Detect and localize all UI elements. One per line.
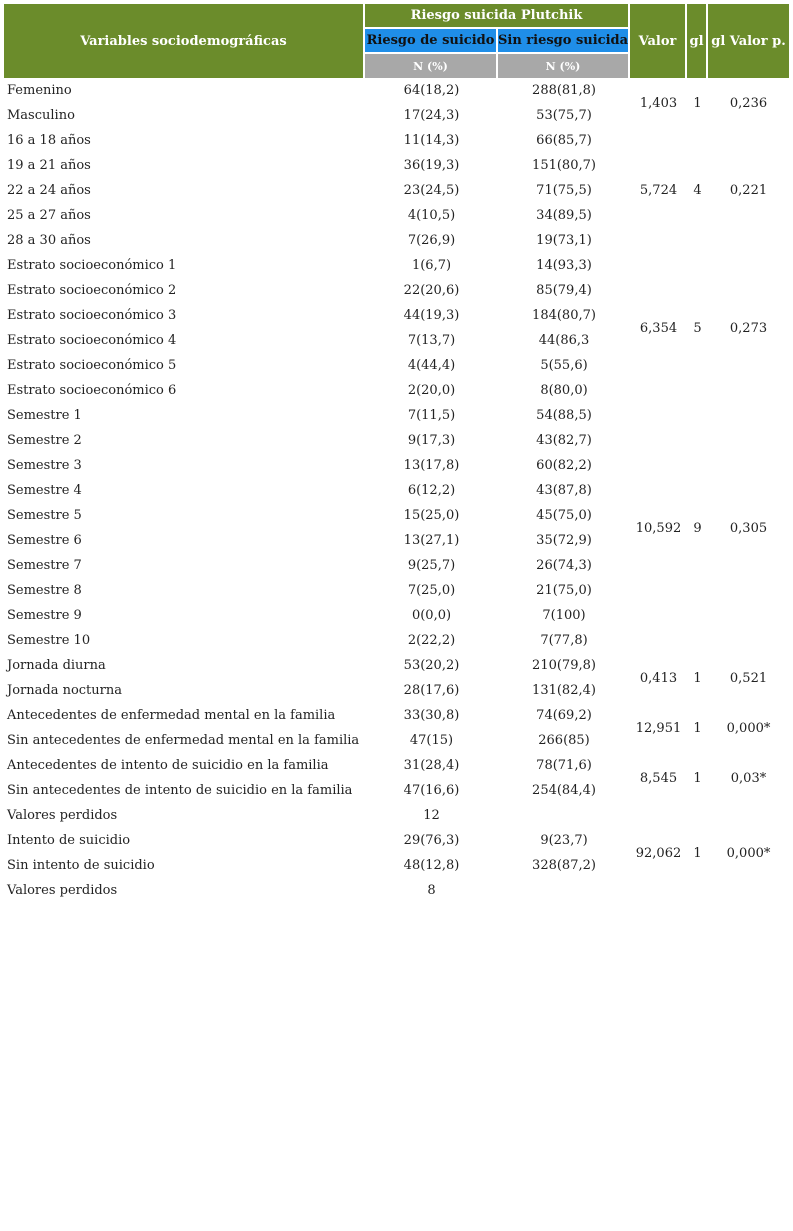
norisk-cell: 19(73,1) (536, 233, 592, 248)
stat-valor-cell: 92,062 (635, 845, 682, 861)
norisk-cell: 26(74,3) (536, 558, 592, 573)
table-row (4, 78, 789, 103)
stat-valor-cell: 6,354 (639, 320, 678, 336)
risk-cell: 33(30,8) (403, 708, 460, 723)
table-row (4, 878, 789, 903)
variable-cell: Sin intento de suicidio (7, 858, 155, 873)
variable-cell: Semestre 8 (7, 583, 82, 598)
stat-valor-cell: 0,413 (639, 670, 678, 686)
risk-cell: 13(27,1) (403, 533, 460, 548)
variable-cell: Estrato socioeconómico 1 (7, 258, 177, 273)
stat-gl-cell (687, 878, 708, 903)
variable-cell: 19 a 21 años (7, 158, 91, 173)
table-row (4, 403, 789, 428)
risk-cell: 48(12,8) (403, 858, 460, 873)
variable-cell: Estrato socioeconómico 2 (7, 283, 177, 298)
variable-cell: Jornada diurna (7, 658, 106, 673)
variable-cell: Estrato socioeconómico 3 (7, 308, 177, 323)
risk-cell: 11(14,3) (403, 133, 460, 148)
norisk-cell (498, 878, 630, 903)
risk-cell: 8 (427, 883, 436, 898)
variable-cell: Semestre 2 (7, 433, 82, 448)
stat-gl-cell: 1 (693, 720, 702, 736)
norisk-cell: 7(100) (542, 608, 586, 623)
stat-gl-cell: 1 (693, 845, 702, 861)
risk-cell: 17(24,3) (403, 108, 460, 123)
stat-p-cell: 0,000* (726, 845, 771, 861)
table-row (4, 253, 789, 278)
stat-p-cell: 0,305 (729, 520, 768, 536)
risk-cell: 47(16,6) (403, 783, 460, 798)
risk-cell: 4(10,5) (407, 208, 456, 223)
risk-cell: 44(19,3) (403, 308, 460, 323)
variable-cell: Estrato socioeconómico 4 (7, 333, 177, 348)
norisk-cell: 266(85) (538, 733, 590, 748)
variable-cell: Semestre 4 (7, 483, 82, 498)
variable-cell: Semestre 9 (7, 608, 82, 623)
variable-cell: Antecedentes de intento de suicidio en la familia (7, 758, 329, 773)
variable-cell: Semestre 10 (7, 633, 91, 648)
risk-cell: 7(26,9) (407, 233, 456, 248)
risk-cell: 2(22,2) (407, 633, 456, 648)
risk-cell: 4(44,4) (407, 358, 456, 373)
risk-cell: 29(76,3) (403, 833, 460, 848)
risk-cell: 22(20,6) (403, 283, 460, 298)
norisk-cell: 9(23,7) (540, 833, 588, 848)
stat-p-cell: 0,273 (729, 320, 768, 336)
variable-cell: Antecedentes de enfermedad mental en la familia (7, 708, 336, 723)
norisk-cell: 254(84,4) (532, 783, 596, 798)
norisk-cell: 288(81,8) (532, 83, 596, 98)
stat-p-cell: 0,000* (726, 720, 771, 736)
risk-cell: 6(12,2) (407, 483, 456, 498)
norisk-cell: 45(75,0) (536, 508, 592, 523)
risk-cell: 23(24,5) (403, 183, 460, 198)
norisk-cell: 54(88,5) (536, 408, 592, 423)
header-riesgo-suicidio: Riesgo de suicido (365, 29, 498, 54)
norisk-cell: 210(79,8) (532, 658, 596, 673)
stat-p-cell: 0,03* (730, 770, 767, 786)
risk-cell: 47(15) (409, 733, 454, 748)
norisk-cell: 14(93,3) (536, 258, 592, 273)
risk-cell: 28(17,6) (403, 683, 460, 698)
norisk-cell: 66(85,7) (536, 133, 592, 148)
table-row (4, 828, 789, 853)
stat-p-cell (708, 803, 789, 828)
variable-cell: Estrato socioeconómico 5 (7, 358, 177, 373)
table-body (4, 78, 789, 903)
table-header (4, 4, 789, 78)
table-row (4, 753, 789, 778)
risk-cell: 2(20,0) (407, 383, 456, 398)
stat-gl-cell: 4 (693, 183, 702, 198)
norisk-cell: 131(82,4) (532, 683, 596, 698)
norisk-cell: 184(80,7) (532, 308, 596, 323)
header-valor: Valor (630, 4, 687, 78)
table-row (4, 128, 789, 153)
risk-cell: 7(25,0) (407, 583, 456, 598)
norisk-cell: 151(80,7) (532, 158, 596, 173)
stat-p-cell: 0,236 (729, 95, 768, 111)
variable-cell: Semestre 1 (7, 408, 82, 423)
risk-cell: 64(18,2) (403, 83, 460, 98)
variable-cell: Sin antecedentes de enfermedad mental en la familia (7, 733, 360, 748)
variable-cell: Estrato socioeconómico 6 (7, 383, 177, 398)
stat-valor-cell (630, 803, 687, 828)
variable-cell: Semestre 7 (7, 558, 82, 573)
risk-cell: 36(19,3) (403, 158, 460, 173)
risk-cell: 31(28,4) (403, 758, 460, 773)
norisk-cell: 43(82,7) (536, 433, 592, 448)
norisk-cell: 21(75,0) (536, 583, 592, 598)
stat-valor-cell: 10,592 (635, 520, 682, 536)
header-variables: Variables sociodemográficas (4, 4, 365, 78)
norisk-cell: 74(69,2) (536, 708, 592, 723)
risk-cell: 9(17,3) (407, 433, 456, 448)
variable-cell: 25 a 27 años (7, 208, 91, 223)
header-sin-riesgo: Sin riesgo suicida (498, 29, 630, 54)
variable-cell: Semestre 5 (7, 508, 82, 523)
norisk-cell: 328(87,2) (532, 858, 596, 873)
norisk-cell: 34(89,5) (536, 208, 592, 223)
variable-cell: Semestre 3 (7, 458, 82, 473)
stat-valor-cell: 12,951 (635, 720, 682, 736)
norisk-cell (498, 803, 630, 828)
header-valor-p: gl Valor p. (708, 4, 789, 78)
variable-cell: Valores perdidos (7, 883, 118, 898)
stat-gl-cell (687, 803, 708, 828)
risk-cell: 7(13,7) (407, 333, 456, 348)
variable-cell: Intento de suicidio (7, 833, 131, 848)
stat-valor-cell: 1,403 (639, 95, 678, 111)
norisk-cell: 43(87,8) (536, 483, 592, 498)
risk-cell: 12 (423, 808, 440, 823)
results-table (4, 4, 789, 903)
norisk-cell: 8(80,0) (540, 383, 588, 398)
norisk-cell: 5(55,6) (540, 358, 588, 373)
header-group-plutchik: Riesgo suicida Plutchik (365, 4, 630, 29)
norisk-cell: 85(79,4) (536, 283, 592, 298)
risk-cell: 0(0,0) (411, 608, 452, 623)
variable-cell: Sin antecedentes de intento de suicidio en la familia (7, 783, 353, 798)
variable-cell: Jornada nocturna (7, 683, 122, 698)
variable-cell: 28 a 30 años (7, 233, 91, 248)
table-row (4, 653, 789, 678)
stat-gl-cell: 1 (693, 670, 702, 686)
stat-gl-cell: 1 (693, 770, 702, 786)
variable-cell: 22 a 24 años (7, 183, 91, 198)
stat-p-cell: 0,521 (729, 670, 768, 686)
risk-cell: 7(11,5) (407, 408, 456, 423)
stat-valor-cell: 8,545 (639, 770, 678, 786)
stat-valor-cell (630, 878, 687, 903)
risk-cell: 13(17,8) (403, 458, 460, 473)
risk-cell: 1(6,7) (411, 258, 452, 273)
stat-p-cell: 0,221 (729, 183, 768, 198)
variable-cell: Masculino (7, 108, 75, 123)
stat-p-cell (708, 878, 789, 903)
header-n-pct-norisk: N (%) (498, 54, 630, 78)
norisk-cell: 35(72,9) (536, 533, 592, 548)
stat-gl-cell: 1 (693, 95, 702, 111)
norisk-cell: 60(82,2) (536, 458, 592, 473)
variable-cell: Valores perdidos (7, 808, 118, 823)
risk-cell: 9(25,7) (407, 558, 456, 573)
risk-cell: 15(25,0) (403, 508, 460, 523)
stat-gl-cell: 5 (693, 320, 702, 336)
table-row (4, 803, 789, 828)
header-gl: gl (687, 4, 708, 78)
stat-valor-cell: 5,724 (639, 183, 678, 198)
table-row (4, 703, 789, 728)
norisk-cell: 78(71,6) (536, 758, 592, 773)
header-n-pct-risk: N (%) (365, 54, 498, 78)
risk-cell: 53(20,2) (403, 658, 460, 673)
norisk-cell: 44(86,3 (538, 333, 590, 348)
variable-cell: Femenino (7, 83, 72, 98)
norisk-cell: 71(75,5) (536, 183, 592, 198)
stat-gl-cell: 9 (693, 520, 702, 536)
norisk-cell: 7(77,8) (540, 633, 588, 648)
norisk-cell: 53(75,7) (536, 108, 592, 123)
variable-cell: 16 a 18 años (7, 133, 91, 148)
variable-cell: Semestre 6 (7, 533, 82, 548)
